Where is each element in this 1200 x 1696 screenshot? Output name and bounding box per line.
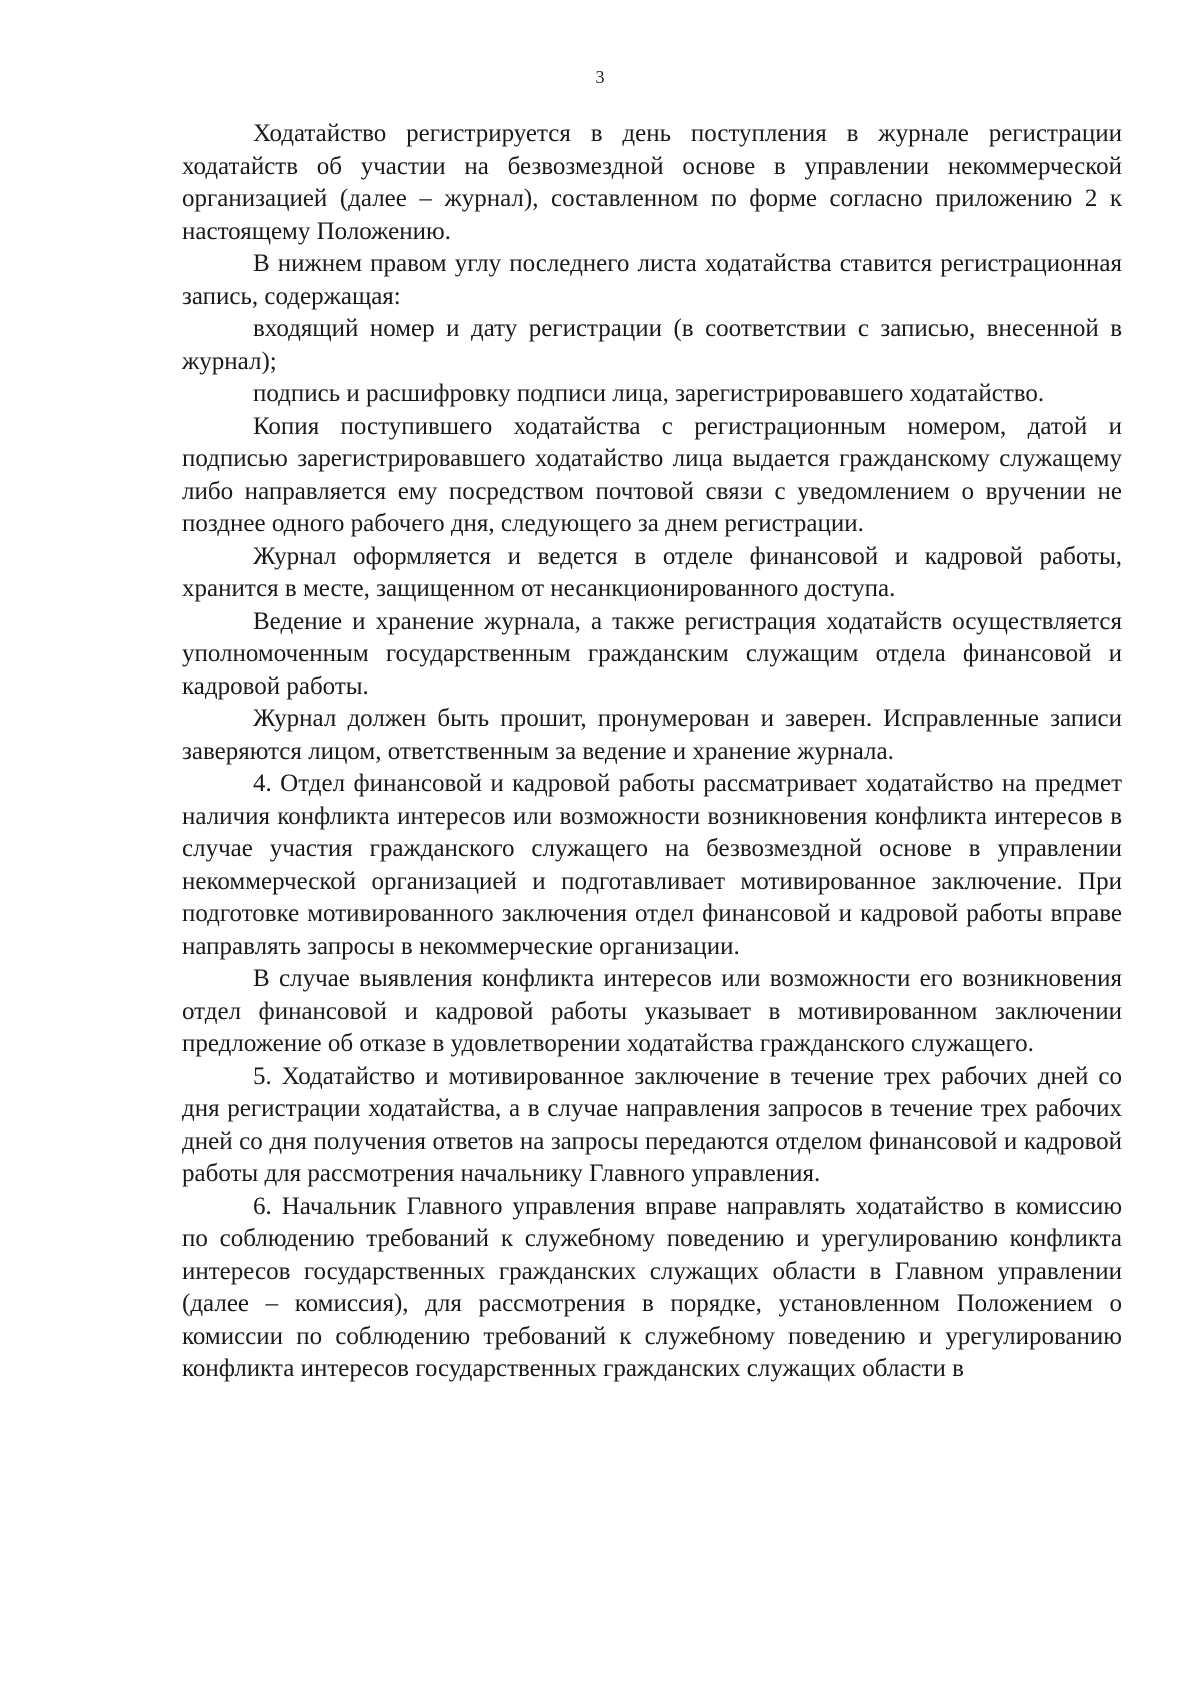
paragraph-item-6: 6. Начальник Главного управления вправе направлять ходатайство в комиссию по соблюдению требований к служебному поведению и урегулированию конфликта интересов государственных гражданских служащих области в Главном управлении (далее – комиссия), для рассмотрения в порядке, установленном Положением о комиссии по соблюдению требований к служебному поведению и урегулированию конфликта интересов государственных гражданских служащих области в bbox=[182, 1192, 1122, 1382]
paragraph-incoming-number: входящий номер и дату регистрации (в соответствии с записью, внесенной в журнал); bbox=[182, 315, 1122, 375]
paragraph-item-4: 4. Отдел финансовой и кадровой работы рассматривает ходатайство на предмет наличия конфликта интересов или возможности возникновения конфликта интересов в случае участия гражданского служащего на безвозмездной основе в управлении некоммерческой организацией и подготавливает мотивированное заключение. При подготовке мотивированного заключения отдел финансовой и кадровой работы вправе направлять запросы в некоммерческие организации. bbox=[182, 770, 1122, 960]
paragraph-registration: Ходатайство регистрируется в день поступления в журнале регистрации ходатайств об участии на безвозмездной основе в управлении некоммерческой организацией (далее – журнал), составленном по форме согласно приложению 2 к настоящему Положению. bbox=[182, 120, 1122, 245]
paragraph-registration-record: В нижнем правом углу последнего листа ходатайства ставится регистрационная запись, содержащая: bbox=[182, 250, 1122, 310]
paragraph-copy-issued: Копия поступившего ходатайства с регистрационным номером, датой и подписью зарегистрировавшего ходатайство лица выдается гражданскому служащему либо направляется ему посредством почтовой связи с уведомлением о вручении не позднее одного рабочего дня, следующего за днем регистрации. bbox=[182, 412, 1122, 537]
paragraph-signature: подпись и расшифровку подписи лица, зарегистрировавшего ходатайство. bbox=[253, 380, 1045, 407]
paragraph-journal-maintenance: Ведение и хранение журнала, а также регистрация ходатайств осуществляется уполномоченным государственным гражданским служащим отдела финансовой и кадровой работы. bbox=[182, 607, 1122, 700]
paragraph-journal-kept: Журнал оформляется и ведется в отделе финансовой и кадровой работы, хранится в месте, защищенном от несанкционированного доступа. bbox=[182, 542, 1122, 602]
paragraph-item-5: 5. Ходатайство и мотивированное заключение в течение трех рабочих дней со дня регистрации ходатайства, а в случае направления запросов в течение трех рабочих дней со дня получения ответов на запросы передаются отделом финансовой и кадровой работы для рассмотрения начальнику Главного управления. bbox=[182, 1062, 1122, 1187]
paragraph-journal-bound: Журнал должен быть прошит, пронумерован и заверен. Исправленные записи заверяются лицом, ответственным за ведение и хранение журнала. bbox=[182, 705, 1122, 765]
page-number: 3 bbox=[595, 67, 605, 87]
document-body bbox=[182, 118, 1122, 1386]
paragraph-conflict-refusal: В случае выявления конфликта интересов или возможности его возникновения отдел финансовой и кадровой работы указывает в мотивированном заключении предложение об отказе в удовлетворении ходатайства гражданского служащего. bbox=[182, 965, 1122, 1057]
